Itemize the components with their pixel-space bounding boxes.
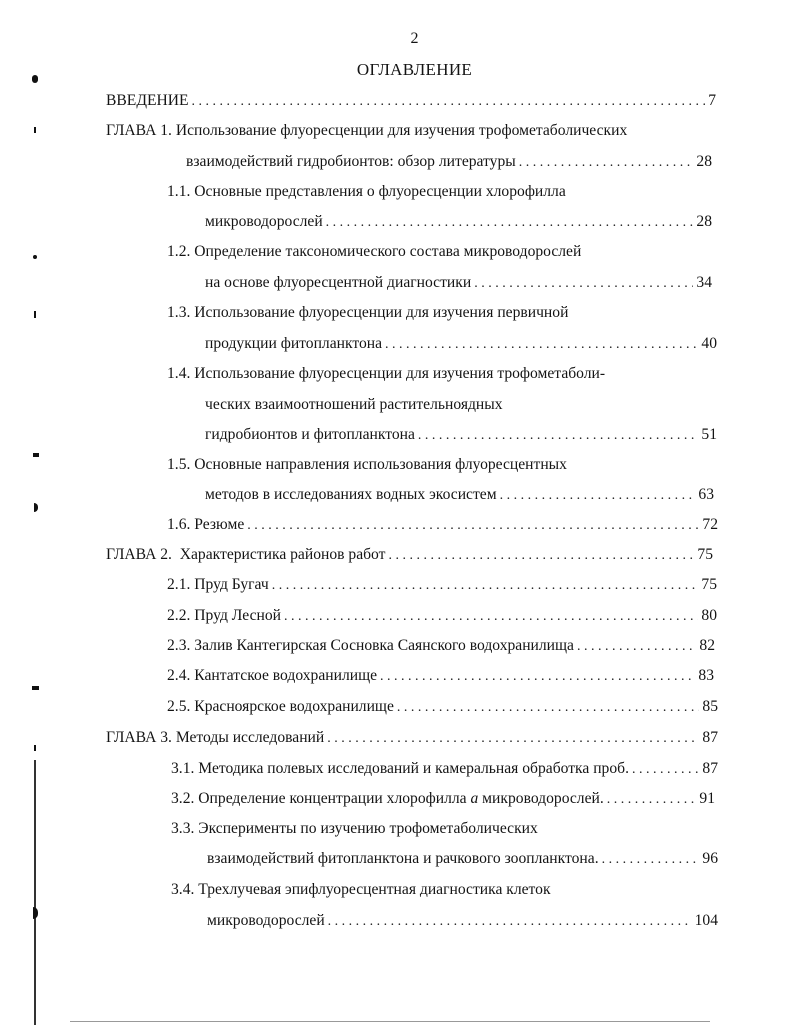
toc-leader-dots — [380, 666, 695, 688]
toc-entry-title: гидробионтов и фитопланктона — [205, 426, 415, 443]
page-number: 2 — [410, 30, 419, 47]
toc-leader-dots — [272, 575, 699, 597]
toc-entry-title: 2.1. Пруд Бугач — [167, 576, 269, 593]
toc-entry-page: 7 — [708, 92, 716, 109]
toc-entry-1-4-cont: ческих взаимоотношений растительноядных — [205, 396, 503, 413]
toc-entry-title-part: микроводорослей. — [478, 790, 604, 807]
toc-entry-1-3-cont — [205, 333, 717, 355]
scan-mark — [34, 745, 36, 751]
toc-entry-1-4: 1.4. Использование флуоресценции для изучения трофометаболи- — [167, 365, 606, 382]
toc-leader-dots — [284, 606, 698, 628]
scan-mark — [33, 255, 37, 259]
toc-entry-title: продукции фитопланктона — [205, 335, 383, 352]
toc-entry-2-4 — [167, 665, 714, 687]
page-title: ОГЛАВЛЕНИЕ — [356, 60, 473, 79]
toc-entry-title: взаимодействий фитопланктона и рачкового зоопланктона. — [207, 850, 599, 867]
toc-entry-3-4-cont — [207, 910, 718, 932]
toc-leader-dots — [388, 545, 694, 567]
toc-entry-page: 104 — [694, 912, 718, 929]
toc-entry-page: 91 — [699, 790, 715, 807]
toc-entry-3-3: 3.3. Эксперименты по изучению трофометаболических — [171, 820, 538, 837]
toc-entry-1-4-cont — [205, 424, 717, 446]
toc-leader-dots — [192, 91, 706, 113]
toc-entry-title — [171, 788, 607, 810]
toc-entry-page: 28 — [696, 213, 712, 230]
toc-entry-chapter-2 — [106, 544, 713, 566]
toc-leader-dots — [519, 152, 694, 174]
toc-entry-title-italic: a — [470, 790, 479, 807]
toc-entry-1-1: 1.1. Основные представления о флуоресценции хлорофилла — [167, 183, 566, 200]
toc-entry-3-4: 3.4. Трехлучевая эпифлуоресцентная диагностика клеток — [171, 881, 551, 898]
toc-entry-page: 83 — [698, 667, 714, 684]
toc-leader-dots — [327, 728, 699, 750]
scan-margin-line — [34, 760, 36, 1025]
toc-leader-dots — [607, 789, 697, 811]
scan-mark — [34, 127, 36, 133]
toc-entry-1-2: 1.2. Определение таксономического состава микроводорослей — [167, 243, 582, 260]
toc-entry-2-3 — [167, 635, 715, 657]
toc-leader-dots — [326, 212, 694, 234]
toc-entry-2-5 — [167, 696, 718, 718]
toc-entry-chapter-1: ГЛАВА 1. Использование флуоресценции для изучения трофометаболических — [106, 122, 628, 139]
toc-entry-title: 2.5. Красноярское водохранилище — [167, 698, 394, 715]
toc-entry-title: 1.6. Резюме — [167, 516, 245, 533]
toc-entry-3-1 — [171, 758, 718, 780]
toc-entry-title: микроводорослей — [205, 213, 323, 230]
toc-entry-page: 85 — [702, 698, 718, 715]
scan-mark — [34, 311, 36, 318]
toc-leader-dots — [474, 273, 693, 295]
toc-entry-1-2-cont — [205, 272, 712, 294]
toc-leader-dots — [632, 759, 699, 781]
toc-entry-1-5-cont — [205, 484, 714, 506]
toc-entry-page: 63 — [698, 486, 714, 503]
toc-entry-title: 2.2. Пруд Лесной — [167, 607, 281, 624]
toc-entry-title: ГЛАВА 3. Методы исследований — [106, 729, 325, 746]
toc-entry-intro — [106, 90, 716, 112]
toc-entry-title: методов в исследованиях водных экосистем — [205, 486, 497, 503]
toc-entry-page: 34 — [696, 274, 712, 291]
scan-bottom-line — [70, 1021, 710, 1022]
toc-entry-page: 75 — [697, 546, 713, 563]
toc-entry-3-2 — [171, 788, 715, 810]
toc-entry-2-1 — [167, 574, 717, 596]
toc-entry-title: микроводорослей — [207, 912, 325, 929]
toc-leader-dots — [418, 425, 699, 447]
toc-entry-title: 2.3. Залив Кантегирская Сосновка Саянского водохранилища — [167, 637, 574, 654]
toc-entry-page: 87 — [702, 760, 718, 777]
toc-entry-1-6 — [167, 514, 718, 536]
toc-leader-dots — [577, 636, 696, 658]
toc-entry-title-part: 3.2. Определение концентрации хлорофилла — [171, 790, 471, 807]
toc-entry-2-2 — [167, 605, 717, 627]
toc-entry-1-3: 1.3. Использование флуоресценции для изучения первичной — [167, 304, 569, 321]
toc-entry-page: 28 — [696, 153, 712, 170]
toc-entry-title: ГЛАВА 2. Характеристика районов работ — [106, 546, 386, 563]
scan-mark — [33, 907, 38, 919]
toc-entry-page: 75 — [701, 576, 717, 593]
toc-entry-page: 87 — [702, 729, 718, 746]
toc-entry-title: 3.1. Методика полевых исследований и камеральная обработка проб. — [171, 760, 629, 777]
scan-mark — [34, 503, 38, 512]
toc-leader-dots — [385, 334, 698, 356]
scan-mark — [32, 686, 39, 690]
toc-entry-title: 2.4. Кантатское водохранилище — [167, 667, 377, 684]
scan-mark — [33, 453, 39, 457]
toc-entry-page: 80 — [701, 607, 717, 624]
toc-entry-page: 96 — [702, 850, 718, 867]
toc-entry-1-5: 1.5. Основные направления использования флуоресцентных — [167, 456, 567, 473]
toc-entry-page: 51 — [701, 426, 717, 443]
toc-leader-dots — [328, 911, 692, 933]
toc-entry-title: взаимодействий гидробионтов: обзор литературы — [186, 153, 516, 170]
toc-entry-3-3-cont — [207, 848, 718, 870]
toc-entry-title: на основе флуоресцентной диагностики — [205, 274, 472, 291]
toc-leader-dots — [247, 515, 699, 537]
toc-entry-chapter-1-cont — [186, 151, 712, 173]
toc-entry-title: ВВЕДЕНИЕ — [106, 92, 189, 109]
toc-leader-dots — [602, 849, 700, 871]
toc-leader-dots — [500, 485, 696, 507]
toc-entry-page: 40 — [701, 335, 717, 352]
toc-entry-page: 72 — [702, 516, 718, 533]
toc-entry-1-1-cont — [205, 211, 712, 233]
toc-leader-dots — [397, 697, 700, 719]
toc-entry-chapter-3 — [106, 727, 718, 749]
toc-entry-page: 82 — [699, 637, 715, 654]
